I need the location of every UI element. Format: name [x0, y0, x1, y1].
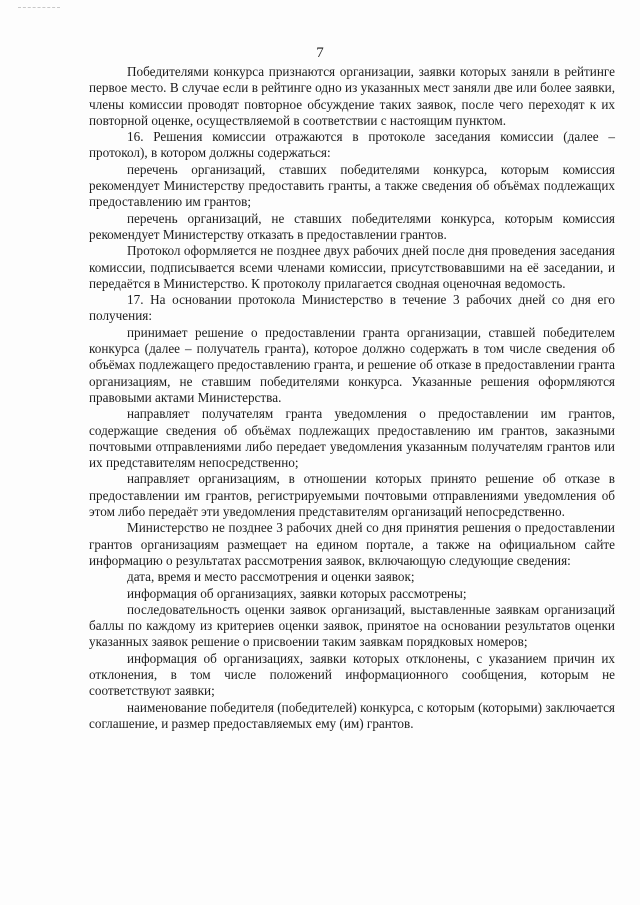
paragraph-rejected-info: информация об организациях, заявки которых отклонены, с указанием причин их отклонения, в том числе положений информационного сообщения, которым не соответствуют заявки; [89, 650, 615, 699]
paragraph-protocol: Протокол оформляется не позднее двух рабочих дней после дня проведения заседания комиссии, подписывается всеми членами комиссии, присутствовавшими на её заседании, и передаётся в Министерство. К протоколу прилагается сводная оценочная ведомость. [89, 243, 615, 291]
paragraph-winners-definition: Победителями конкурса признаются организации, заявки которых заняли в рейтинге первое место. В случае если в рейтинге одно из указанных мест заняли две или более заявки, члены комиссии проводят повторное обсуждение таких заявок, после чего переходят к их повторной оценке, осуществляемой в соответствии с настоящим пунктом. [89, 64, 615, 128]
paragraph-item-17: 17. На основании протокола Министерство в течение 3 рабочих дней со дня его получения: [89, 292, 615, 324]
paragraph-notify-refused: направляет организациям, в отношении которых принято решение об отказе в предоставлении им грантов, регистрируемыми почтовыми отправлениями уведомления об этом либо передаёт эти уведомления представителям организаций непосредственно. [89, 471, 615, 520]
paragraph-organizations-info: информация об организациях, заявки которых рассмотрены; [127, 585, 467, 601]
body-text [89, 64, 615, 732]
paragraph-winners-list: перечень организаций, ставших победителями конкурса, которым комиссия рекомендует Министерству предоставить гранты, а также сведения об объёмах подлежащих предоставлению им грантов; [89, 161, 615, 210]
paragraph-winner-agreement: наименование победителя (победителей) конкурса, с которым (которыми) заключается соглашение, и размер предоставляемых ему (им) грантов. [89, 699, 615, 731]
page-number: 7 [316, 45, 324, 61]
paragraph-date-time-place: дата, время и место рассмотрения и оценки заявок; [127, 569, 415, 585]
paragraph-evaluation-sequence: последовательность оценки заявок организаций, выставленные заявкам организаций баллы по каждому из критериев оценки заявок, принятое на основании результатов оценки указанных заявок решение о присвоении таким заявкам порядковых номеров; [89, 601, 615, 650]
paragraph-notify-recipients: направляет получателям гранта уведомления о предоставлении им грантов, содержащие сведения об объёмах подлежащих предоставлению им грантов, заказными почтовыми отправлениями либо передает уведомления указанным получателям грантов или их представителям непосредственно; [89, 406, 615, 471]
paragraph-non-winners-list: перечень организаций, не ставших победителями конкурса, которым комиссия рекомендует Министерству отказать в предоставлении грантов. [89, 210, 615, 242]
paragraph-grant-decision: принимает решение о предоставлении гранта организации, ставшей победителем конкурса (далее – получатель гранта), которое должно содержать в том числе сведения об объёмах подлежащего предоставлению гранта, и решение об отказе в предоставлении гранта организациям, не ставшим победителями конкурса. Указанные решения оформляются правовыми актами Министерства. [89, 324, 615, 405]
scan-artifact [18, 7, 60, 8]
paragraph-item-16: 16. Решения комиссии отражаются в протоколе заседания комиссии (далее – протокол), в котором должны содержаться: [89, 129, 615, 161]
paragraph-publication: Министерство не позднее 3 рабочих дней со дня принятия решения о предоставлении грантов организациям размещает на едином портале, а также на официальном сайте информацию о результатах рассмотрения заявок, включающую следующие сведения: [89, 520, 615, 568]
